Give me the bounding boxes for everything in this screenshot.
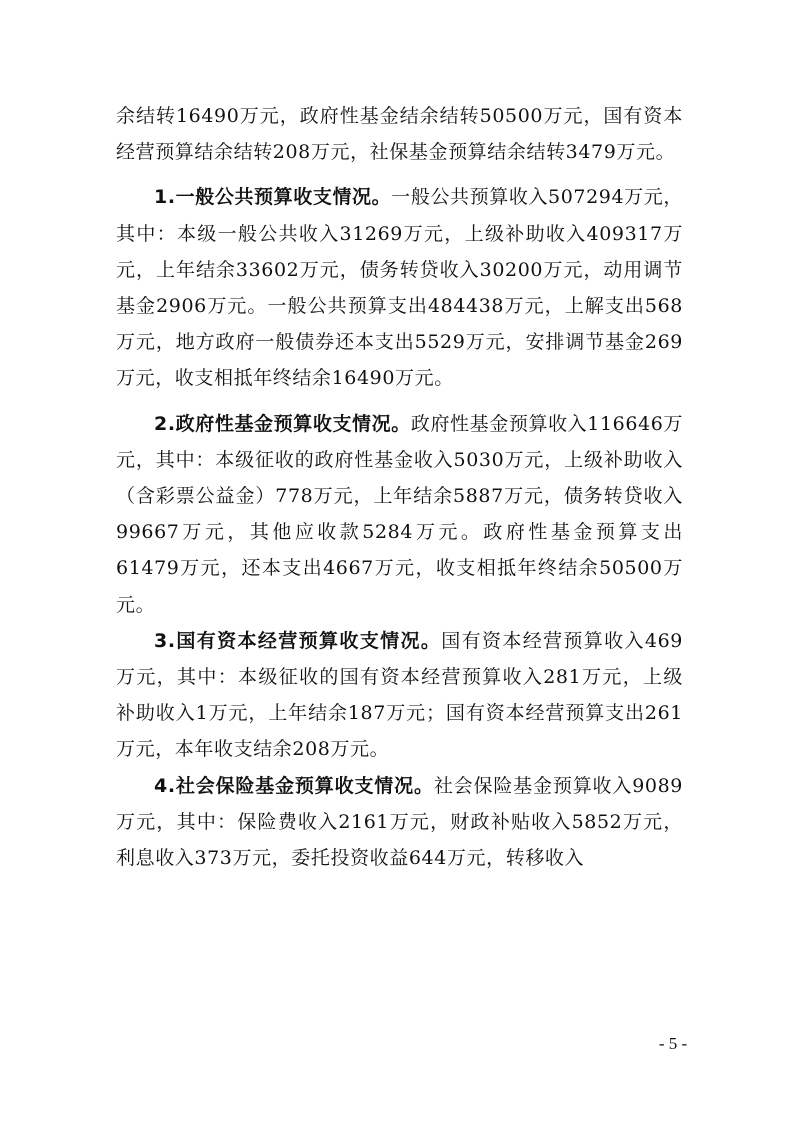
section-4-paragraph	[116, 768, 683, 877]
intro-paragraph: 余结转16490万元，政府性基金结余结转50500万元，国有资本经营预算结余结转208万元，社保基金预算结余结转3479万元。	[116, 105, 683, 164]
section-2-heading: 2.政府性基金预算收支情况。	[154, 412, 411, 435]
section-3-paragraph	[116, 623, 683, 768]
section-2-paragraph	[116, 406, 683, 623]
page-number: - 5 -	[658, 1034, 688, 1053]
section-4-body: 社会保险基金预算收入9089万元，其中：保险费收入2161万元，财政补贴收入5852万元，利息收入373万元，委托投资收益644万元，转移收入	[116, 774, 683, 870]
section-1-body: 一般公共预算收入507294万元，其中：本级一般公共收入31269万元，上级补助收入409317万元，上年结余33602万元，债务转贷收入30200万元，动用调节基金2906万元。一般公共预算支出484438万元，上解支出568万元，地方政府一般债券还本支出5529万元，安排调节基金269万元，收支相抵年终结余16490万元。	[116, 186, 683, 390]
section-2-body: 政府性基金预算收入116646万元，其中：本级征收的政府性基金收入5030万元，上级补助收入（含彩票公益金）778万元，上年结余5887万元，债务转贷收入99667万元，其他应收款5284万元。政府性基金预算支出61479万元，还本支出4667万元，收支相抵年终结余50500万元。	[116, 412, 683, 616]
document-body	[116, 98, 683, 876]
section-1-paragraph	[116, 179, 683, 396]
section-4-heading: 4.社会保险基金预算收支情况。	[154, 774, 434, 797]
section-1-heading: 1.一般公共预算收支情况。	[154, 186, 392, 209]
section-3-heading: 3.国有资本经营预算收支情况。	[154, 629, 442, 652]
section-3-body: 国有资本经营预算收入469万元，其中：本级征收的国有资本经营预算收入281万元，上级补助收入1万元，上年结余187万元；国有资本经营预算支出261万元，本年收支结余208万元。	[116, 629, 683, 761]
